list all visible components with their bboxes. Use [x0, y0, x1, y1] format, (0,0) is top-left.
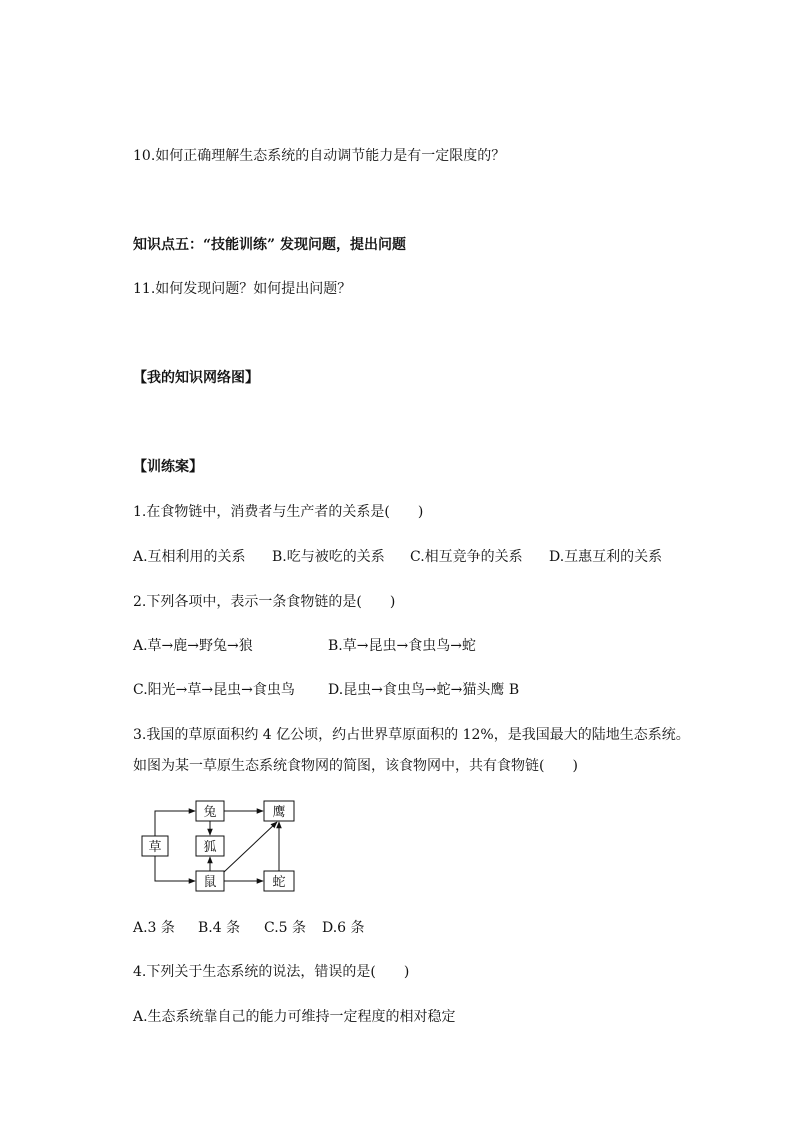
question-10: 10.如何正确理解生态系统的自动调节能力是有一定限度的？ [133, 148, 506, 164]
knowledge-point-5-title: 知识点五：“技能训练” 发现问题，提出问题 [133, 237, 406, 253]
option-c: C.5 条 [264, 920, 307, 936]
training-question-1: 1.在食物链中，消费者与生产者的关系是( ) [133, 504, 424, 520]
option-d: D.昆虫→食虫鸟→蛇→猫头鹰 B [328, 682, 520, 698]
option-a: A.3 条 [133, 920, 175, 936]
node-grass-label: 草 [148, 840, 162, 855]
training-question-3-line2: 如图为某一草原生态系统食物网的简图，该食物网中，共有食物链( ) [133, 758, 578, 774]
node-snake-label: 蛇 [272, 875, 286, 890]
arrow-mouse-eagle [224, 822, 277, 872]
arrow-grass-rabbit [155, 811, 195, 836]
option-c: C.阳光→草→昆虫→食虫鸟 [133, 682, 295, 698]
option-d: D.6 条 [322, 920, 365, 936]
food-web-diagram [133, 796, 313, 896]
question-11: 11.如何发现问题？如何提出问题？ [133, 281, 352, 297]
option-b: B.吃与被吃的关系 [272, 549, 385, 565]
node-fox-label: 狐 [203, 840, 217, 855]
training-question-4-option-a: A.生态系统靠自己的能力可维持一定程度的相对稳定 [133, 1009, 456, 1025]
knowledge-network-title: 【我的知识网络图】 [133, 370, 259, 386]
option-a: A.互相利用的关系 [133, 549, 246, 565]
option-a: A.草→鹿→野兔→狼 [133, 638, 253, 654]
option-b: B.草→昆虫→食虫鸟→蛇 [328, 638, 476, 654]
training-question-4: 4.下列关于生态系统的说法，错误的是( ) [133, 964, 410, 980]
training-section-title: 【训练案】 [133, 459, 203, 475]
node-mouse-label: 鼠 [203, 875, 217, 890]
training-question-3-line1: 3.我国的草原面积约 4 亿公顷，约占世界草原面积的 12%，是我国最大的陆地生态系统。 [133, 727, 690, 743]
option-b: B.4 条 [198, 920, 241, 936]
arrow-grass-mouse [155, 856, 195, 881]
node-rabbit-label: 兔 [203, 805, 217, 820]
training-question-2: 2.下列各项中，表示一条食物链的是( ) [133, 594, 396, 610]
option-c: C.相互竞争的关系 [410, 549, 523, 565]
option-d: D.互惠互利的关系 [549, 549, 663, 565]
node-eagle-label: 鹰 [272, 805, 286, 820]
